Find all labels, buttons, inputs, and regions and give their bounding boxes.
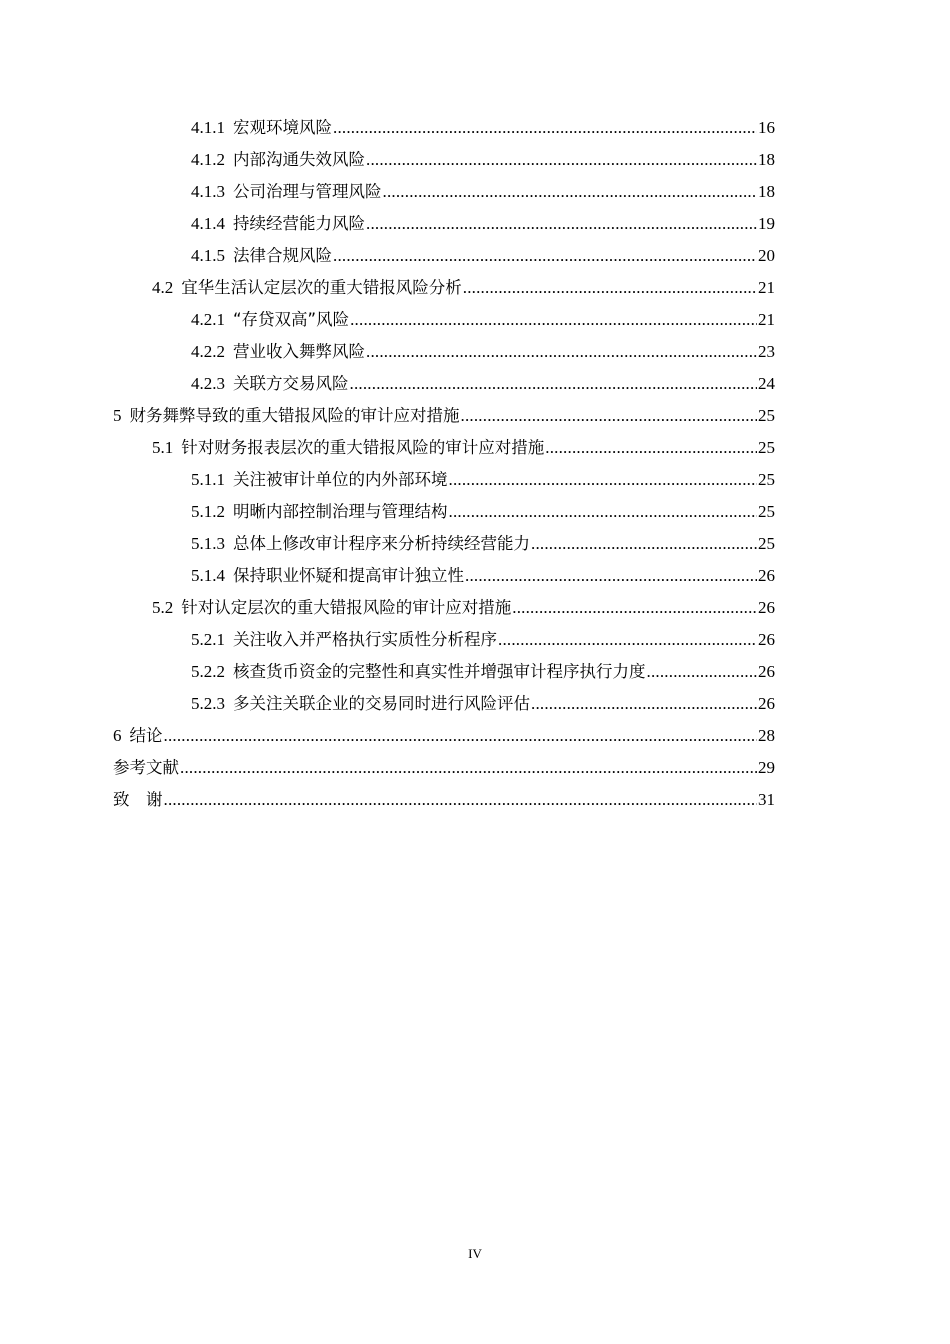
toc-entry-title: 明晰内部控制治理与管理结构	[233, 502, 448, 521]
toc-entry-page: 21	[758, 310, 775, 329]
toc-dot-leader	[333, 112, 757, 144]
toc-dot-leader	[449, 464, 758, 496]
toc-entry-page: 25	[758, 502, 775, 521]
toc-entry-number: 4.2	[152, 278, 174, 297]
toc-entry-number: 4.1.1	[191, 118, 225, 137]
toc-entry-page: 25	[758, 534, 775, 553]
toc-entry-number: 4.1.4	[191, 214, 225, 233]
toc-entry-page: 19	[758, 214, 775, 233]
toc-entry-number: 5.1.1	[191, 470, 225, 489]
toc-entry-number: 6	[113, 726, 122, 745]
toc-entry-title: 持续经营能力风险	[233, 214, 365, 233]
toc-entry-title: 营业收入舞弊风险	[233, 342, 365, 361]
toc-entry-page: 29	[758, 758, 775, 777]
toc-entry[interactable]	[191, 496, 775, 528]
toc-entry[interactable]	[152, 592, 775, 624]
toc-entry-number: 5.2.2	[191, 662, 225, 681]
toc-entry-title: 总体上修改审计程序来分析持续经营能力	[233, 534, 530, 553]
toc-entry-page: 26	[758, 598, 775, 617]
toc-dot-leader	[512, 592, 757, 624]
toc-dot-leader	[383, 176, 758, 208]
toc-entry[interactable]	[191, 560, 775, 592]
toc-entry[interactable]	[191, 176, 775, 208]
toc-entry-title: 财务舞弊导致的重大错报风险的审计应对措施	[129, 406, 460, 425]
toc-dot-leader	[350, 368, 758, 400]
toc-dot-leader	[366, 208, 757, 240]
toc-entry-title: 关联方交易风险	[233, 374, 349, 393]
toc-entry[interactable]	[113, 720, 775, 752]
toc-dot-leader	[449, 496, 758, 528]
toc-entry[interactable]	[113, 400, 775, 432]
toc-entry-number: 4.1.5	[191, 246, 225, 265]
toc-dot-leader	[350, 304, 757, 336]
toc-dot-leader	[180, 752, 757, 784]
toc-dot-leader	[531, 528, 757, 560]
toc-dot-leader	[461, 400, 758, 432]
toc-entry-page: 26	[758, 566, 775, 585]
toc-entry-title: 关注被审计单位的内外部环境	[233, 470, 448, 489]
toc-entry-page: 25	[758, 470, 775, 489]
toc-entry-number: 4.2.3	[191, 374, 225, 393]
toc-entry-number: 5.2.1	[191, 630, 225, 649]
toc-entry-title: 公司治理与管理风险	[233, 182, 382, 201]
toc-entry-page: 26	[758, 630, 775, 649]
toc-entry[interactable]	[191, 336, 775, 368]
toc-entry-page: 20	[758, 246, 775, 265]
toc-entry-title: 多关注关联企业的交易同时进行风险评估	[233, 694, 530, 713]
toc-entry-title: 针对财务报表层次的重大错报风险的审计应对措施	[181, 438, 545, 457]
toc-entry[interactable]	[152, 432, 775, 464]
toc-entry-title: 参考文献	[113, 758, 179, 777]
toc-entry-title: 致 谢	[113, 790, 163, 809]
toc-entry-title: 法律合规风险	[233, 246, 332, 265]
toc-entry[interactable]	[191, 624, 775, 656]
toc-entry[interactable]	[191, 528, 775, 560]
toc-entry-page: 24	[758, 374, 775, 393]
toc-entry-page: 31	[758, 790, 775, 809]
toc-entry-title: 结论	[129, 726, 163, 745]
toc-entry-title: 核查货币资金的完整性和真实性并增强审计程序执行力度	[233, 662, 646, 681]
toc-dot-leader	[164, 720, 758, 752]
toc-entry[interactable]	[191, 688, 775, 720]
toc-entry-page: 23	[758, 342, 775, 361]
toc-entry-page: 18	[758, 182, 775, 201]
toc-dot-leader	[463, 272, 757, 304]
page-number: IV	[468, 1246, 482, 1261]
toc-entry[interactable]	[191, 464, 775, 496]
toc-entry[interactable]	[113, 752, 775, 784]
toc-dot-leader	[465, 560, 757, 592]
toc-entry-title: 宜华生活认定层次的重大错报风险分析	[181, 278, 462, 297]
toc-entry-number: 5.1.3	[191, 534, 225, 553]
toc-dot-leader	[647, 656, 758, 688]
toc-dot-leader	[164, 784, 758, 816]
toc-entry-title: 针对认定层次的重大错报风险的审计应对措施	[181, 598, 512, 617]
toc-entry-title: 内部沟通失效风险	[233, 150, 365, 169]
toc-entry[interactable]	[191, 112, 775, 144]
toc-entry-page: 21	[758, 278, 775, 297]
toc-entry-page: 16	[758, 118, 775, 137]
toc-entry[interactable]	[191, 144, 775, 176]
toc-dot-leader	[498, 624, 757, 656]
toc-entry-number: 5.1.2	[191, 502, 225, 521]
toc-entry-title: 宏观环境风险	[233, 118, 332, 137]
toc-entry-page: 28	[758, 726, 775, 745]
toc-entry[interactable]	[113, 784, 775, 816]
toc-entry-page: 25	[758, 438, 775, 457]
toc-entry-page: 26	[758, 694, 775, 713]
toc-entry[interactable]	[191, 656, 775, 688]
toc-entry-title: 保持职业怀疑和提高审计独立性	[233, 566, 464, 585]
toc-entry-number: 4.1.2	[191, 150, 225, 169]
toc-entry-number: 5.1.4	[191, 566, 225, 585]
toc-dot-leader	[545, 432, 757, 464]
toc-entry-number: 4.2.1	[191, 310, 225, 329]
toc-entry[interactable]	[191, 208, 775, 240]
toc-entry-number: 5	[113, 406, 122, 425]
toc-entry-page: 25	[758, 406, 775, 425]
toc-entry-number: 5.2	[152, 598, 174, 617]
toc-entry[interactable]	[191, 304, 775, 336]
toc-entry-page: 18	[758, 150, 775, 169]
toc-entry-number: 4.2.2	[191, 342, 225, 361]
toc-entry[interactable]	[152, 272, 775, 304]
toc-dot-leader	[366, 336, 757, 368]
toc-entry[interactable]	[191, 368, 775, 400]
toc-entry[interactable]	[191, 240, 775, 272]
toc-entry-number: 4.1.3	[191, 182, 225, 201]
toc-dot-leader	[366, 144, 757, 176]
toc-entry-title: 关注收入并严格执行实质性分析程序	[233, 630, 497, 649]
toc-entry-number: 5.2.3	[191, 694, 225, 713]
toc-entry-page: 26	[758, 662, 775, 681]
toc-dot-leader	[531, 688, 757, 720]
toc-entry-number: 5.1	[152, 438, 174, 457]
toc-dot-leader	[333, 240, 757, 272]
toc-entry-title: “存贷双高”风险	[233, 310, 350, 329]
